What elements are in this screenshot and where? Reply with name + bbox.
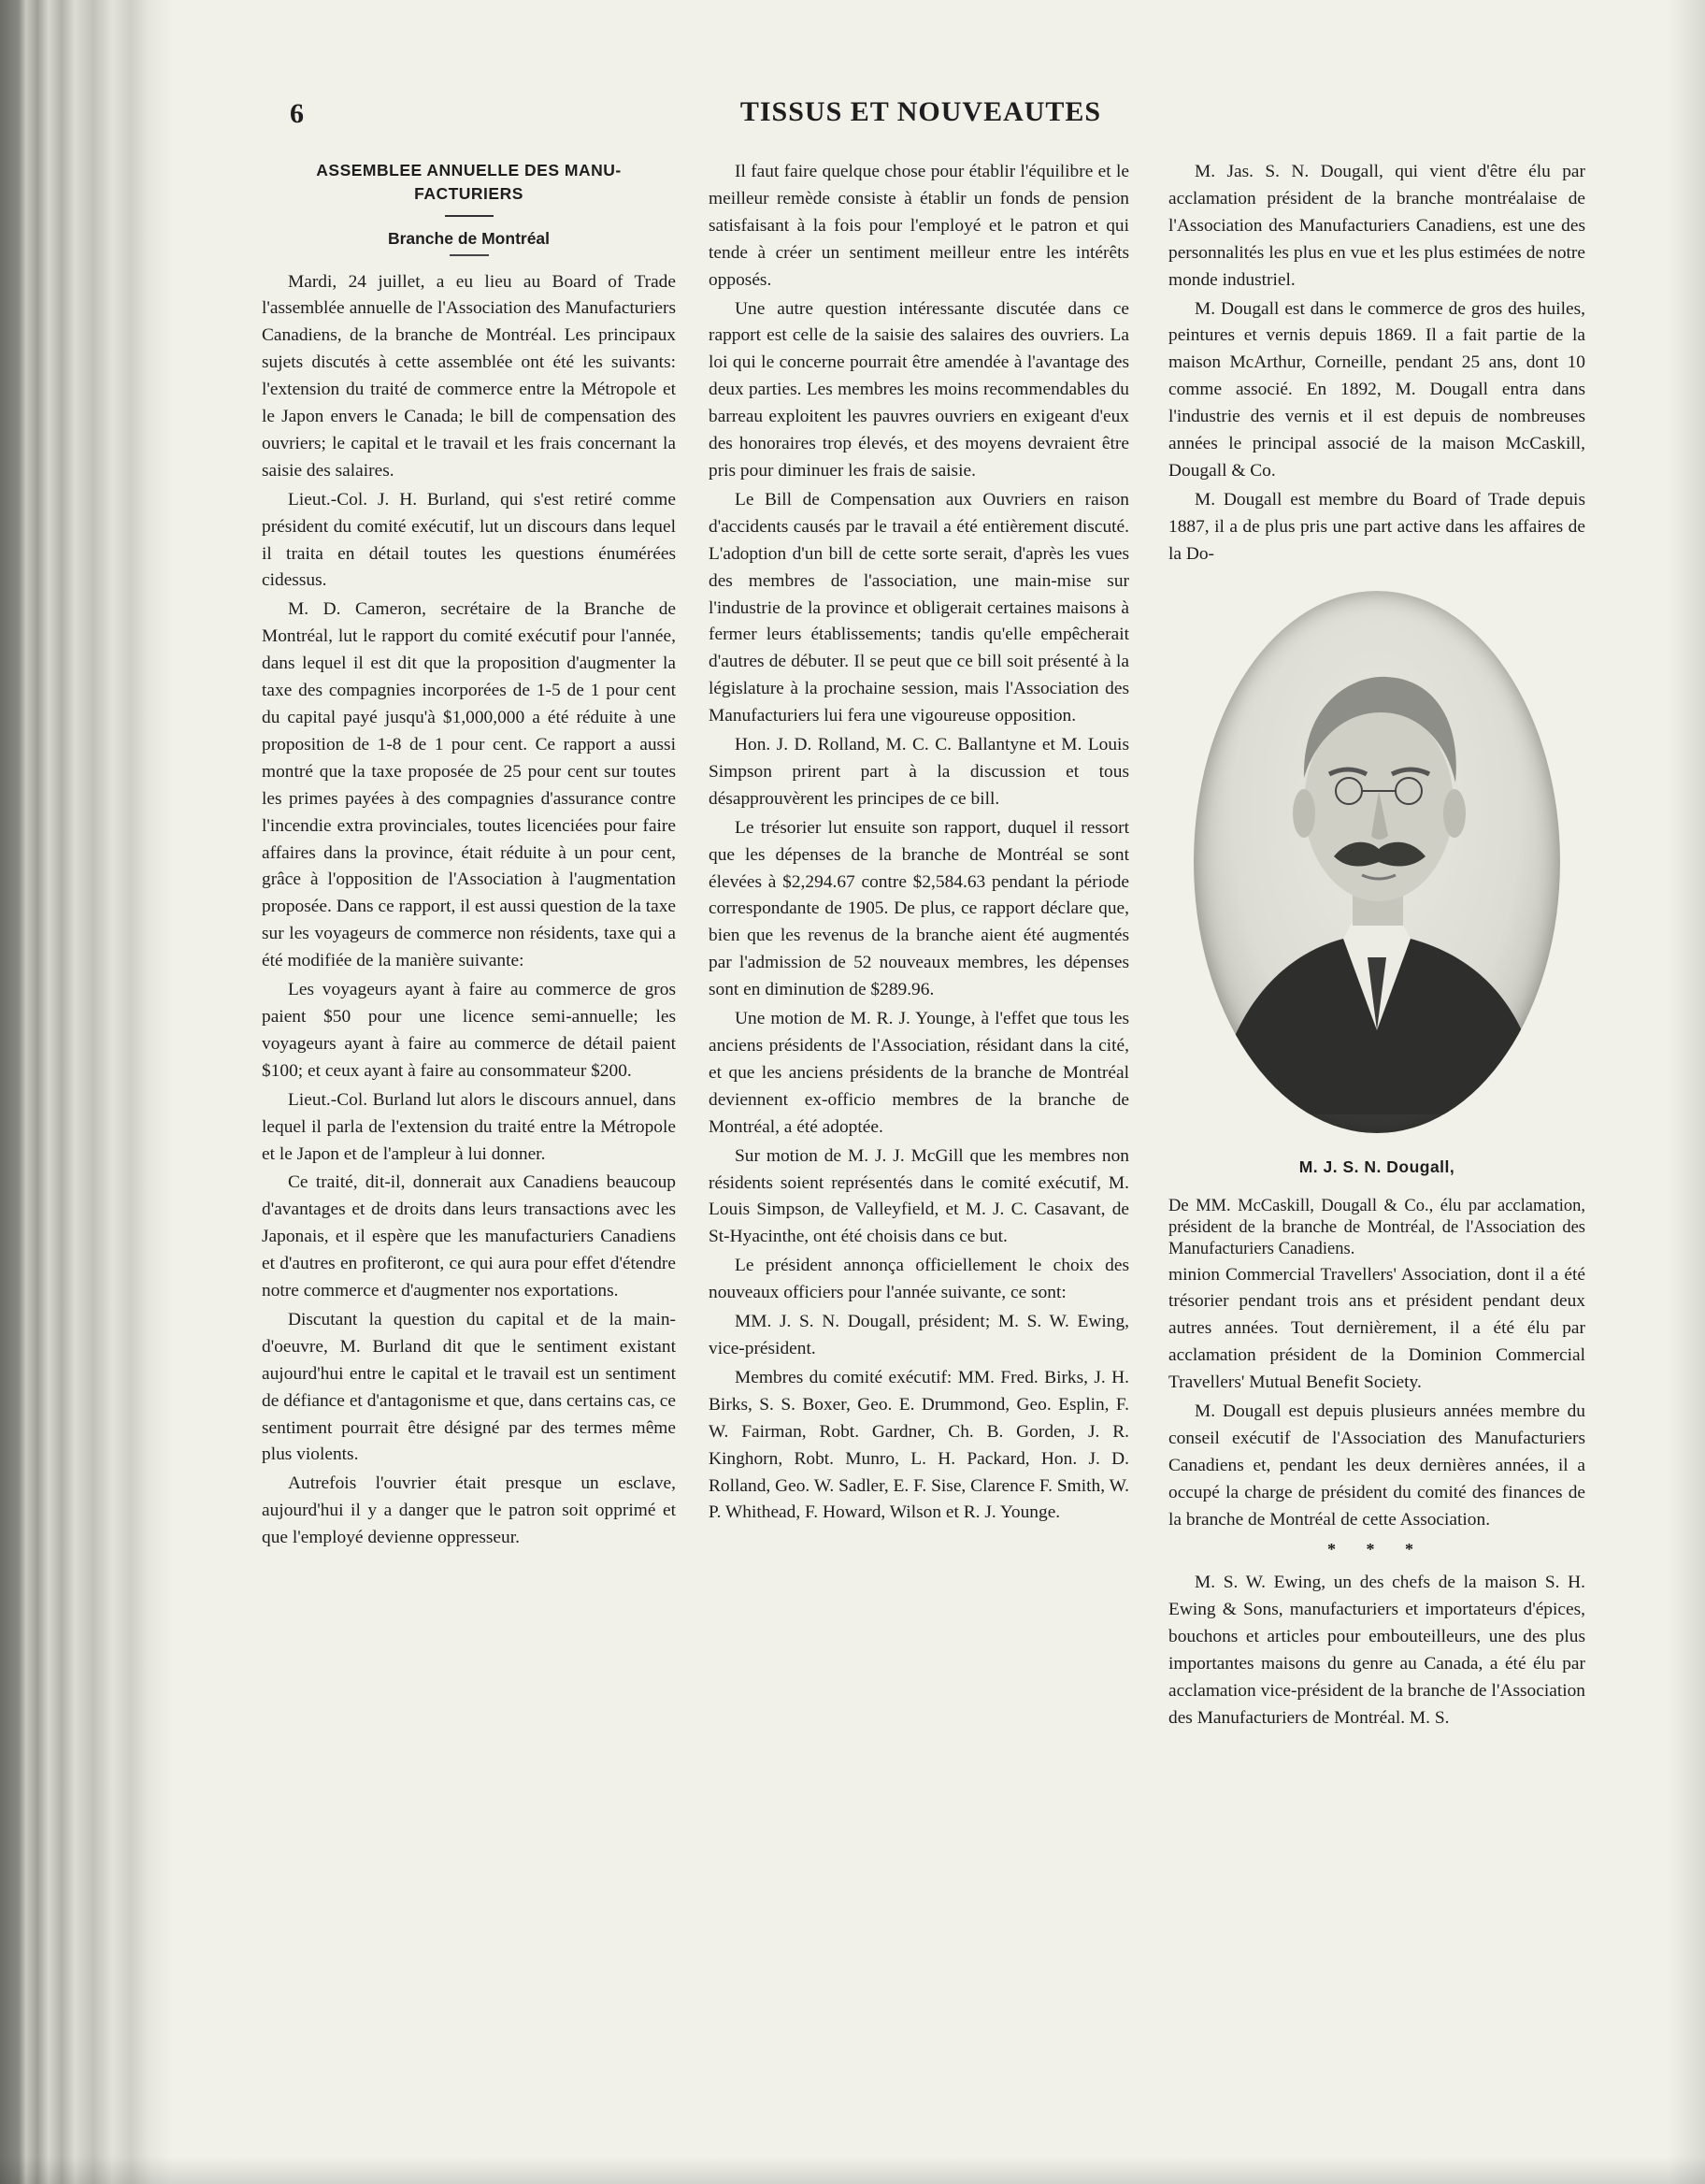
paragraph: Autrefois l'ouvrier était presque un esclave, aujourd'hui il y a danger que le patron soit opprimé et que l'employé devienne oppresseur. <box>262 1473 676 1548</box>
paragraph: Hon. J. D. Rolland, M. C. C. Ballantyne et M. Louis Simpson prirent part à la discussion et tous désapprouvèrent les principes de ce bill. <box>709 735 1129 809</box>
paragraph: Le président annonça officiellement le choix des nouveaux officiers pour l'année suivante, ce sont: <box>709 1256 1129 1303</box>
page-edges <box>0 0 173 2184</box>
column-3 <box>1168 159 1585 1734</box>
paragraph: M. D. Cameron, secrétaire de la Branche de Montréal, lut le rapport du comité exécutif pour l'année, dans lequel il est dit que la proposition d'augmenter la taxe des compagnies incorporées de 1-5 de 1 pour cent du capital payé jusqu'à $1,000,000 a été réduite à une proposition de 1-8 de 1 pour cent. Ce rapport a aussi montré que la taxe proposée de 25 pour cent sur toutes les primes payées à des compagnies d'assurance contre l'incendie extra provinciales, toutes licenciées pour faire affaires dans la province, était réduite à un pour cent, grâce à l'opposition de l'Association à l'augmentation proposée. Dans ce rapport, il est aussi question de la taxe sur les voyageurs de commerce non résidents, taxe qui a été modifiée de la manière suivante: <box>262 599 676 971</box>
paragraph: minion Commercial Travellers' Association, dont il a été trésorier pendant trois ans et président pendant deux autres années. Tout dernièrement, il a été élu par acclamation président de la Dominion Commercial Travellers' Mutual Benefit Society. <box>1168 1264 1585 1393</box>
article-title: ASSEMBLEE ANNUELLE DES MANU-FACTURIERS <box>316 161 622 203</box>
column-1 <box>262 159 676 1554</box>
paragraph: Le Bill de Compensation aux Ouvriers en raison d'accidents causés par le travail a été entièrement discuté. L'adoption d'un bill de cette sorte serait, d'après les vues des membres de l'association, une main-mise sur l'industrie de la province et obligerait certaines maisons à fermer leurs établissements; tandis qu'elle empêcherait d'autres de débuter. Il se peut que ce bill soit présenté à la législature à la prochaine session, mais l'Association des Manufacturiers lui fera une vigoureuse opposition. <box>709 489 1129 726</box>
paragraph: M. Dougall est depuis plusieurs années membre du conseil exécutif de l'Association des Manufacturiers Canadiens et, pendant les deux dernières années, il a occupé la charge de président du comité des finances de la branche de Montréal de cette Association. <box>1168 1401 1585 1530</box>
paragraph: Membres du comité exécutif: MM. Fred. Birks, J. H. Birks, S. S. Boxer, Geo. E. Drummond, Geo. Esplin, F. W. Fairman, Robt. Gardner, Ch. B. Gorden, J. R. Kinghorn, Robt. Munro, L. H. Packard, Hon. J. D. Rolland, Geo. W. Sadler, E. F. Sise, Clarence F. Smith, W. P. Whithead, F. Howard, Wilson et R. J. Younge. <box>709 1367 1129 1523</box>
portrait-caption-text: De MM. McCaskill, Dougall & Co., élu par acclamation, président de la branche de Montréal, de l'Association des Manufacturiers Canadiens. <box>1168 1196 1585 1258</box>
portrait-image <box>1194 591 1560 1133</box>
paragraph: Discutant la question du capital et de la main-d'oeuvre, M. Burland dit que le sentiment existant aujourd'hui entre le capital et le travail est un sentiment de défiance et d'antagonisme et que, dans certains cas, ce sentiment pourrait être désigné par des termes même plus violents. <box>262 1309 676 1465</box>
paragraph: Une motion de M. R. J. Younge, à l'effet que tous les anciens présidents de l'Association, résidant dans la cité, et que les anciens présidents de la branche de Montréal deviennent ex-officio membres de la branche de Montréal, a été adoptée. <box>709 1009 1129 1137</box>
paragraph: Lieut.-Col. J. H. Burland, qui s'est retiré comme président du comité exécutif, lut un discours dans lequel il traita en détail toutes les questions énumérées cidessus. <box>262 489 676 591</box>
running-title: TISSUS ET NOUVEAUTES <box>739 96 1102 127</box>
paragraph: Les voyageurs ayant à faire au commerce de gros paient $50 pour une licence semi-annuelle; les voyageurs ayant à faire au commerce de détail paient $100; et ceux ayant à faire au consommateur $200. <box>262 980 676 1081</box>
paragraph: Lieut.-Col. Burland lut alors le discours annuel, dans lequel il parla de l'extension du traité entre la Métropole et le Japon et de l'ampleur à lui donner. <box>262 1089 676 1164</box>
paragraph: Sur motion de M. J. J. McGill que les membres non résidents soient représentés dans le comité exécutif, M. Louis Simpson, de Valleyfield, et M. J. C. Casavant, de St-Hyacinthe, ont été choisis dans ce but. <box>709 1145 1129 1247</box>
title-rule <box>445 215 494 217</box>
portrait-caption-name: M. J. S. N. Dougall, <box>1298 1157 1455 1176</box>
paragraph: M. S. W. Ewing, un des chefs de la maison S. H. Ewing & Sons, manufacturiers et importateurs d'épices, bouchons et articles pour embouteilleurs, une des plus importantes maisons du genre au Canada, a été élu par acclamation vice-président de la branche de l'Association des Manufacturiers de Montréal. M. S. <box>1168 1573 1585 1728</box>
column-2 <box>709 159 1129 1529</box>
article-subtitle: Branche de Montréal <box>387 229 551 248</box>
paragraph: Le trésorier lut ensuite son rapport, duquel il ressort que les dépenses de la branche de Montréal se sont élevées à $2,294.67 contre $2,584.63 pendant la période correspondante de 1905. De plus, ce rapport déclare que, bien que les revenus de la branche aient été augmentés par l'admission de 52 nouveaux membres, les dépenses sont en diminution de $289.96. <box>709 817 1129 1000</box>
page-shadow <box>1668 0 1705 2184</box>
portrait-figure <box>1168 591 1585 1260</box>
paragraph: Mardi, 24 juillet, a eu lieu au Board of Trade l'assemblée annuelle de l'Association des Manufacturiers Canadiens, de la branche de Montréal. Les principaux sujets discutés à cette assemblée ont été les suivants: l'extension du traité de commerce entre la Métropole et le Japon envers le Canada; le bill de compensation des ouvriers; le capital et le travail et les frais concernant la saisie des salaires. <box>262 271 676 481</box>
page-number: 6 <box>290 98 304 129</box>
paragraph: M. Dougall est dans le commerce de gros des huiles, peintures et vernis depuis 1869. Il a fait partie de la maison McArthur, Corneille, pendant 25 ans, dont 10 comme associé. En 1892, M. Dougall entra dans l'industrie des vernis et il est depuis de nombreuses années le principal associé de la maison McCaskill, Dougall & Co. <box>1168 298 1585 481</box>
portrait-drawing <box>1194 591 1560 1133</box>
paragraph: M. Jas. S. N. Dougall, qui vient d'être élu par acclamation président de la branche montréalaise de l'Association des Manufacturiers Canadiens, est une des personnalités les plus en vue et les plus estimées de notre monde industriel. <box>1168 162 1585 290</box>
subtitle-rule <box>450 254 489 256</box>
page-header <box>252 89 1589 136</box>
paragraph: Une autre question intéressante discutée dans ce rapport est celle de la saisie des salaires des ouvriers. La loi qui le concerne pourrait être amendée à l'avantage des deux parties. Les membres les moins recommendables du barreau exploitent les pauvres ouvriers en exigeant d'eux des honoraires trop élevés, et des moyens devraient être pris pour diminuer les frais de saisie. <box>709 298 1129 481</box>
bottom-shade <box>0 2156 1705 2184</box>
paragraph: Il faut faire quelque chose pour établir l'équilibre et le meilleur remède consiste à établir un fonds de pension satisfaisant à la fois pour l'employé et le patron et qui tende à créer un sentiment meilleur entre les intérêts opposés. <box>709 162 1129 290</box>
paragraph: M. Dougall est membre du Board of Trade depuis 1887, il a de plus pris une part active dans les affaires de la Do- <box>1168 489 1585 564</box>
section-separator: * * * <box>1327 1539 1426 1559</box>
paragraph: Ce traité, dit-il, donnerait aux Canadiens beaucoup d'avantages et de droits dans leurs transactions avec les Japonais, et il espère que les manufacturiers Canadiens et d'autres en profiteront, ce qui aura pour effet d'étendre notre commerce et d'augmenter nos exportations. <box>262 1172 676 1301</box>
paragraph: MM. J. S. N. Dougall, président; M. S. W. Ewing, vice-président. <box>709 1312 1129 1358</box>
